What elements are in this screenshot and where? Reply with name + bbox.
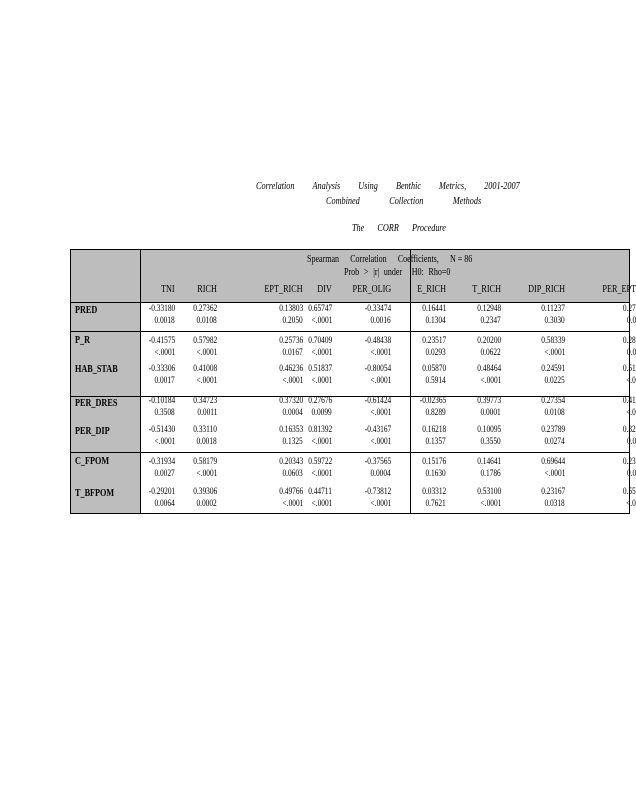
correlation-coefficient: 0.27362 (193, 303, 217, 313)
p-value: 0.0018 (154, 315, 175, 325)
correlation-coefficient: 0.12948 (477, 303, 501, 313)
correlation-coefficient: 0.03312 (422, 486, 446, 496)
correlation-coefficient: 0.59722 (308, 456, 332, 466)
report-title-line-2 (326, 196, 511, 207)
correlation-coefficient: 0.23789 (541, 424, 565, 434)
p-value: 0.1304 (425, 315, 446, 325)
correlation-coefficient: 0.23167 (541, 486, 565, 496)
p-value: <.0 (626, 375, 636, 385)
title-word: Metrics, (439, 181, 467, 192)
correlation-coefficient: 0.48464 (477, 363, 501, 373)
p-value: 0.0 (626, 468, 636, 478)
correlation-coefficient: 0.57982 (193, 335, 217, 345)
p-value: 0.5914 (425, 375, 446, 385)
correlation-coefficient: -0.41575 (148, 335, 175, 345)
correlation-coefficient: 0.20343 (279, 456, 303, 466)
p-value: 0.3030 (544, 315, 565, 325)
p-value: 0.2347 (480, 315, 501, 325)
p-value: <.0001 (196, 375, 217, 385)
column-header: T_RICH (472, 284, 501, 295)
p-value: 0.1786 (480, 468, 501, 478)
table-spanner-line-1 (307, 254, 484, 265)
correlation-coefficient: 0.53100 (477, 486, 501, 496)
title-word: Methods (452, 196, 482, 207)
column-header: DIP_RICH (528, 284, 565, 295)
p-value: <.0001 (370, 375, 391, 385)
report-title-line-1 (256, 181, 538, 192)
correlation-coefficient: 0.39773 (477, 395, 501, 405)
p-value: 0.0293 (425, 347, 446, 357)
correlation-coefficient: 0.51837 (308, 363, 332, 373)
p-value: 0.0274 (544, 436, 565, 446)
p-value: 0.0001 (480, 407, 501, 417)
p-value: <.0 (626, 407, 636, 417)
p-value: 0.0 (626, 347, 636, 357)
title-word: Collection (389, 196, 424, 207)
p-value: 0.0099 (311, 407, 332, 417)
column-header: DIV (317, 284, 332, 295)
title-word: Correlation (256, 181, 295, 192)
p-value: 0.0603 (282, 468, 303, 478)
p-value: <.0001 (196, 347, 217, 357)
spanner-word: Correlation (350, 254, 387, 265)
p-value: <.0001 (311, 315, 332, 325)
p-value: <.0001 (311, 436, 332, 446)
p-value: 0.0027 (154, 468, 175, 478)
correlation-coefficient: 0.14641 (477, 456, 501, 466)
p-value: 0.0002 (196, 498, 217, 508)
row-stub-background (71, 250, 140, 513)
p-value: <.0001 (370, 436, 391, 446)
correlation-coefficient: -0.33180 (148, 303, 175, 313)
p-value: 0.0225 (544, 375, 565, 385)
p-value: 0.0 (626, 436, 636, 446)
p-value: 0.0622 (480, 347, 501, 357)
p-value: <.0001 (311, 347, 332, 357)
correlation-coefficient: 0.05870 (422, 363, 446, 373)
title-word: Analysis (312, 181, 341, 192)
p-value: 0.0017 (154, 375, 175, 385)
correlation-coefficient: 0.27 (623, 303, 636, 313)
correlation-coefficient: 0.20200 (477, 335, 501, 345)
correlation-coefficient: 0.39306 (193, 486, 217, 496)
p-value: 0.0011 (196, 407, 217, 417)
correlation-coefficient: 0.27354 (541, 395, 565, 405)
p-value: 0.0018 (196, 436, 217, 446)
row-label: P_R (75, 335, 91, 346)
correlation-coefficient: 0.25736 (279, 335, 303, 345)
p-value: <.0001 (196, 468, 217, 478)
correlation-coefficient: 0.33110 (193, 424, 217, 434)
correlation-coefficient: -0.33306 (148, 363, 175, 373)
title-word: Using (358, 181, 378, 192)
correlation-coefficient: 0.55 (623, 486, 636, 496)
correlation-coefficient: -0.61424 (364, 395, 391, 405)
procedure-title (352, 223, 459, 234)
correlation-coefficient: 0.27676 (308, 395, 332, 405)
p-value: <.0001 (544, 468, 565, 478)
p-value: <.0001 (311, 375, 332, 385)
correlation-coefficient: 0.44711 (308, 486, 332, 496)
correlation-coefficient: -0.10184 (148, 395, 175, 405)
p-value: 0.1630 (425, 468, 446, 478)
correlation-coefficient: -0.80054 (364, 363, 391, 373)
spanner-word: |r| (373, 267, 380, 278)
stub-divider (140, 250, 141, 513)
title-word: Benthic (395, 181, 421, 192)
spanner-word: Spearman (307, 254, 339, 265)
correlation-coefficient: 0.10095 (477, 424, 501, 434)
p-value: 0.0016 (370, 315, 391, 325)
correlation-coefficient: -0.29201 (148, 486, 175, 496)
p-value: <.0001 (311, 468, 332, 478)
correlation-coefficient: 0.70409 (308, 335, 332, 345)
correlation-coefficient: 0.11237 (541, 303, 565, 313)
p-value: <.0001 (154, 347, 175, 357)
row-label: C_FPOM (75, 456, 110, 467)
spanner-word: Prob (344, 267, 360, 278)
spanner-word: > (363, 267, 369, 278)
p-value: 0.2050 (282, 315, 303, 325)
correlation-coefficient: 0.49766 (279, 486, 303, 496)
p-value: 0.8289 (425, 407, 446, 417)
p-value: <.0 (626, 498, 636, 508)
column-header: PER_OLIG (352, 284, 391, 295)
group-divider (410, 250, 411, 513)
column-header: E_RICH (417, 284, 446, 295)
title-word: Combined (326, 196, 360, 207)
correlation-coefficient: 0.16353 (279, 424, 303, 434)
p-value: 0.7621 (425, 498, 446, 508)
p-value: 0.0004 (370, 468, 391, 478)
row-group-divider (71, 452, 629, 453)
correlation-coefficient: 0.37320 (279, 395, 303, 405)
correlation-coefficient: 0.41 (623, 395, 636, 405)
correlation-coefficient: 0.13803 (279, 303, 303, 313)
row-label: PRED (75, 305, 98, 316)
p-value: <.0001 (311, 498, 332, 508)
column-header: EPT_RICH (264, 284, 303, 295)
correlation-coefficient: -0.48438 (364, 335, 391, 345)
p-value: 0.0108 (544, 407, 565, 417)
p-value: <.0001 (370, 498, 391, 508)
p-value: 0.1357 (425, 436, 446, 446)
spanner-word: H0: (411, 267, 424, 278)
correlation-coefficient: 0.65747 (308, 303, 332, 313)
correlation-coefficient: 0.51 (623, 363, 636, 373)
p-value: 0.0004 (282, 407, 303, 417)
row-label: HAB_STAB (75, 364, 118, 375)
spanner-word: N = 86 (450, 254, 473, 265)
p-value: 0.0167 (282, 347, 303, 357)
column-header: RICH (197, 284, 217, 295)
row-label: PER_DRES (75, 398, 118, 409)
row-label: PER_DIP (75, 426, 110, 437)
row-label: T_BFPOM (75, 488, 115, 499)
correlation-coefficient: -0.33474 (364, 303, 391, 313)
title-word: CORR (377, 223, 399, 234)
correlation-coefficient: 0.28 (623, 335, 636, 345)
correlation-coefficient: -0.43167 (364, 424, 391, 434)
correlation-coefficient: -0.37565 (364, 456, 391, 466)
p-value: <.0001 (480, 498, 501, 508)
title-word: Procedure (411, 223, 446, 234)
row-group-divider (71, 331, 629, 332)
spanner-word: Coefficients, (397, 254, 439, 265)
correlation-coefficient: -0.51430 (148, 424, 175, 434)
table-spanner-line-2 (344, 267, 462, 278)
correlation-coefficient: 0.16218 (422, 424, 446, 434)
p-value: 0.1325 (282, 436, 303, 446)
p-value: <.0001 (282, 498, 303, 508)
correlation-coefficient: 0.41008 (193, 363, 217, 373)
p-value: <.0001 (154, 436, 175, 446)
p-value: <.0001 (370, 407, 391, 417)
correlation-coefficient: 0.81392 (308, 424, 332, 434)
correlation-coefficient: -0.02365 (419, 395, 446, 405)
correlation-coefficient: 0.23 (623, 456, 636, 466)
column-header: TNI (161, 284, 175, 295)
correlation-table (70, 249, 636, 514)
correlation-coefficient: 0.15176 (422, 456, 446, 466)
p-value: <.0001 (544, 347, 565, 357)
correlation-coefficient: -0.31934 (148, 456, 175, 466)
column-header: PER_EPT (602, 284, 636, 295)
correlation-coefficient: 0.23517 (422, 335, 446, 345)
p-value: 0.3508 (154, 407, 175, 417)
correlation-coefficient: -0.73812 (364, 486, 391, 496)
p-value: <.0001 (480, 375, 501, 385)
p-value: 0.0064 (154, 498, 175, 508)
correlation-coefficient: 0.69644 (541, 456, 565, 466)
p-value: 0.3550 (480, 436, 501, 446)
correlation-coefficient: 0.24591 (541, 363, 565, 373)
title-word: The (352, 223, 365, 234)
correlation-coefficient: 0.46236 (279, 363, 303, 373)
spanner-word: Rho=0 (428, 267, 451, 278)
p-value: 0.0108 (196, 315, 217, 325)
correlation-coefficient: 0.34723 (193, 395, 217, 405)
p-value: <.0001 (370, 347, 391, 357)
p-value: 0.0318 (544, 498, 565, 508)
p-value: 0.0 (626, 315, 636, 325)
correlation-coefficient: 0.32 (623, 424, 636, 434)
spanner-word: under (383, 267, 403, 278)
correlation-coefficient: 0.58179 (193, 456, 217, 466)
correlation-coefficient: 0.58339 (541, 335, 565, 345)
p-value: <.0001 (282, 375, 303, 385)
title-word: 2001-2007 (484, 181, 520, 192)
correlation-coefficient: 0.16441 (422, 303, 446, 313)
